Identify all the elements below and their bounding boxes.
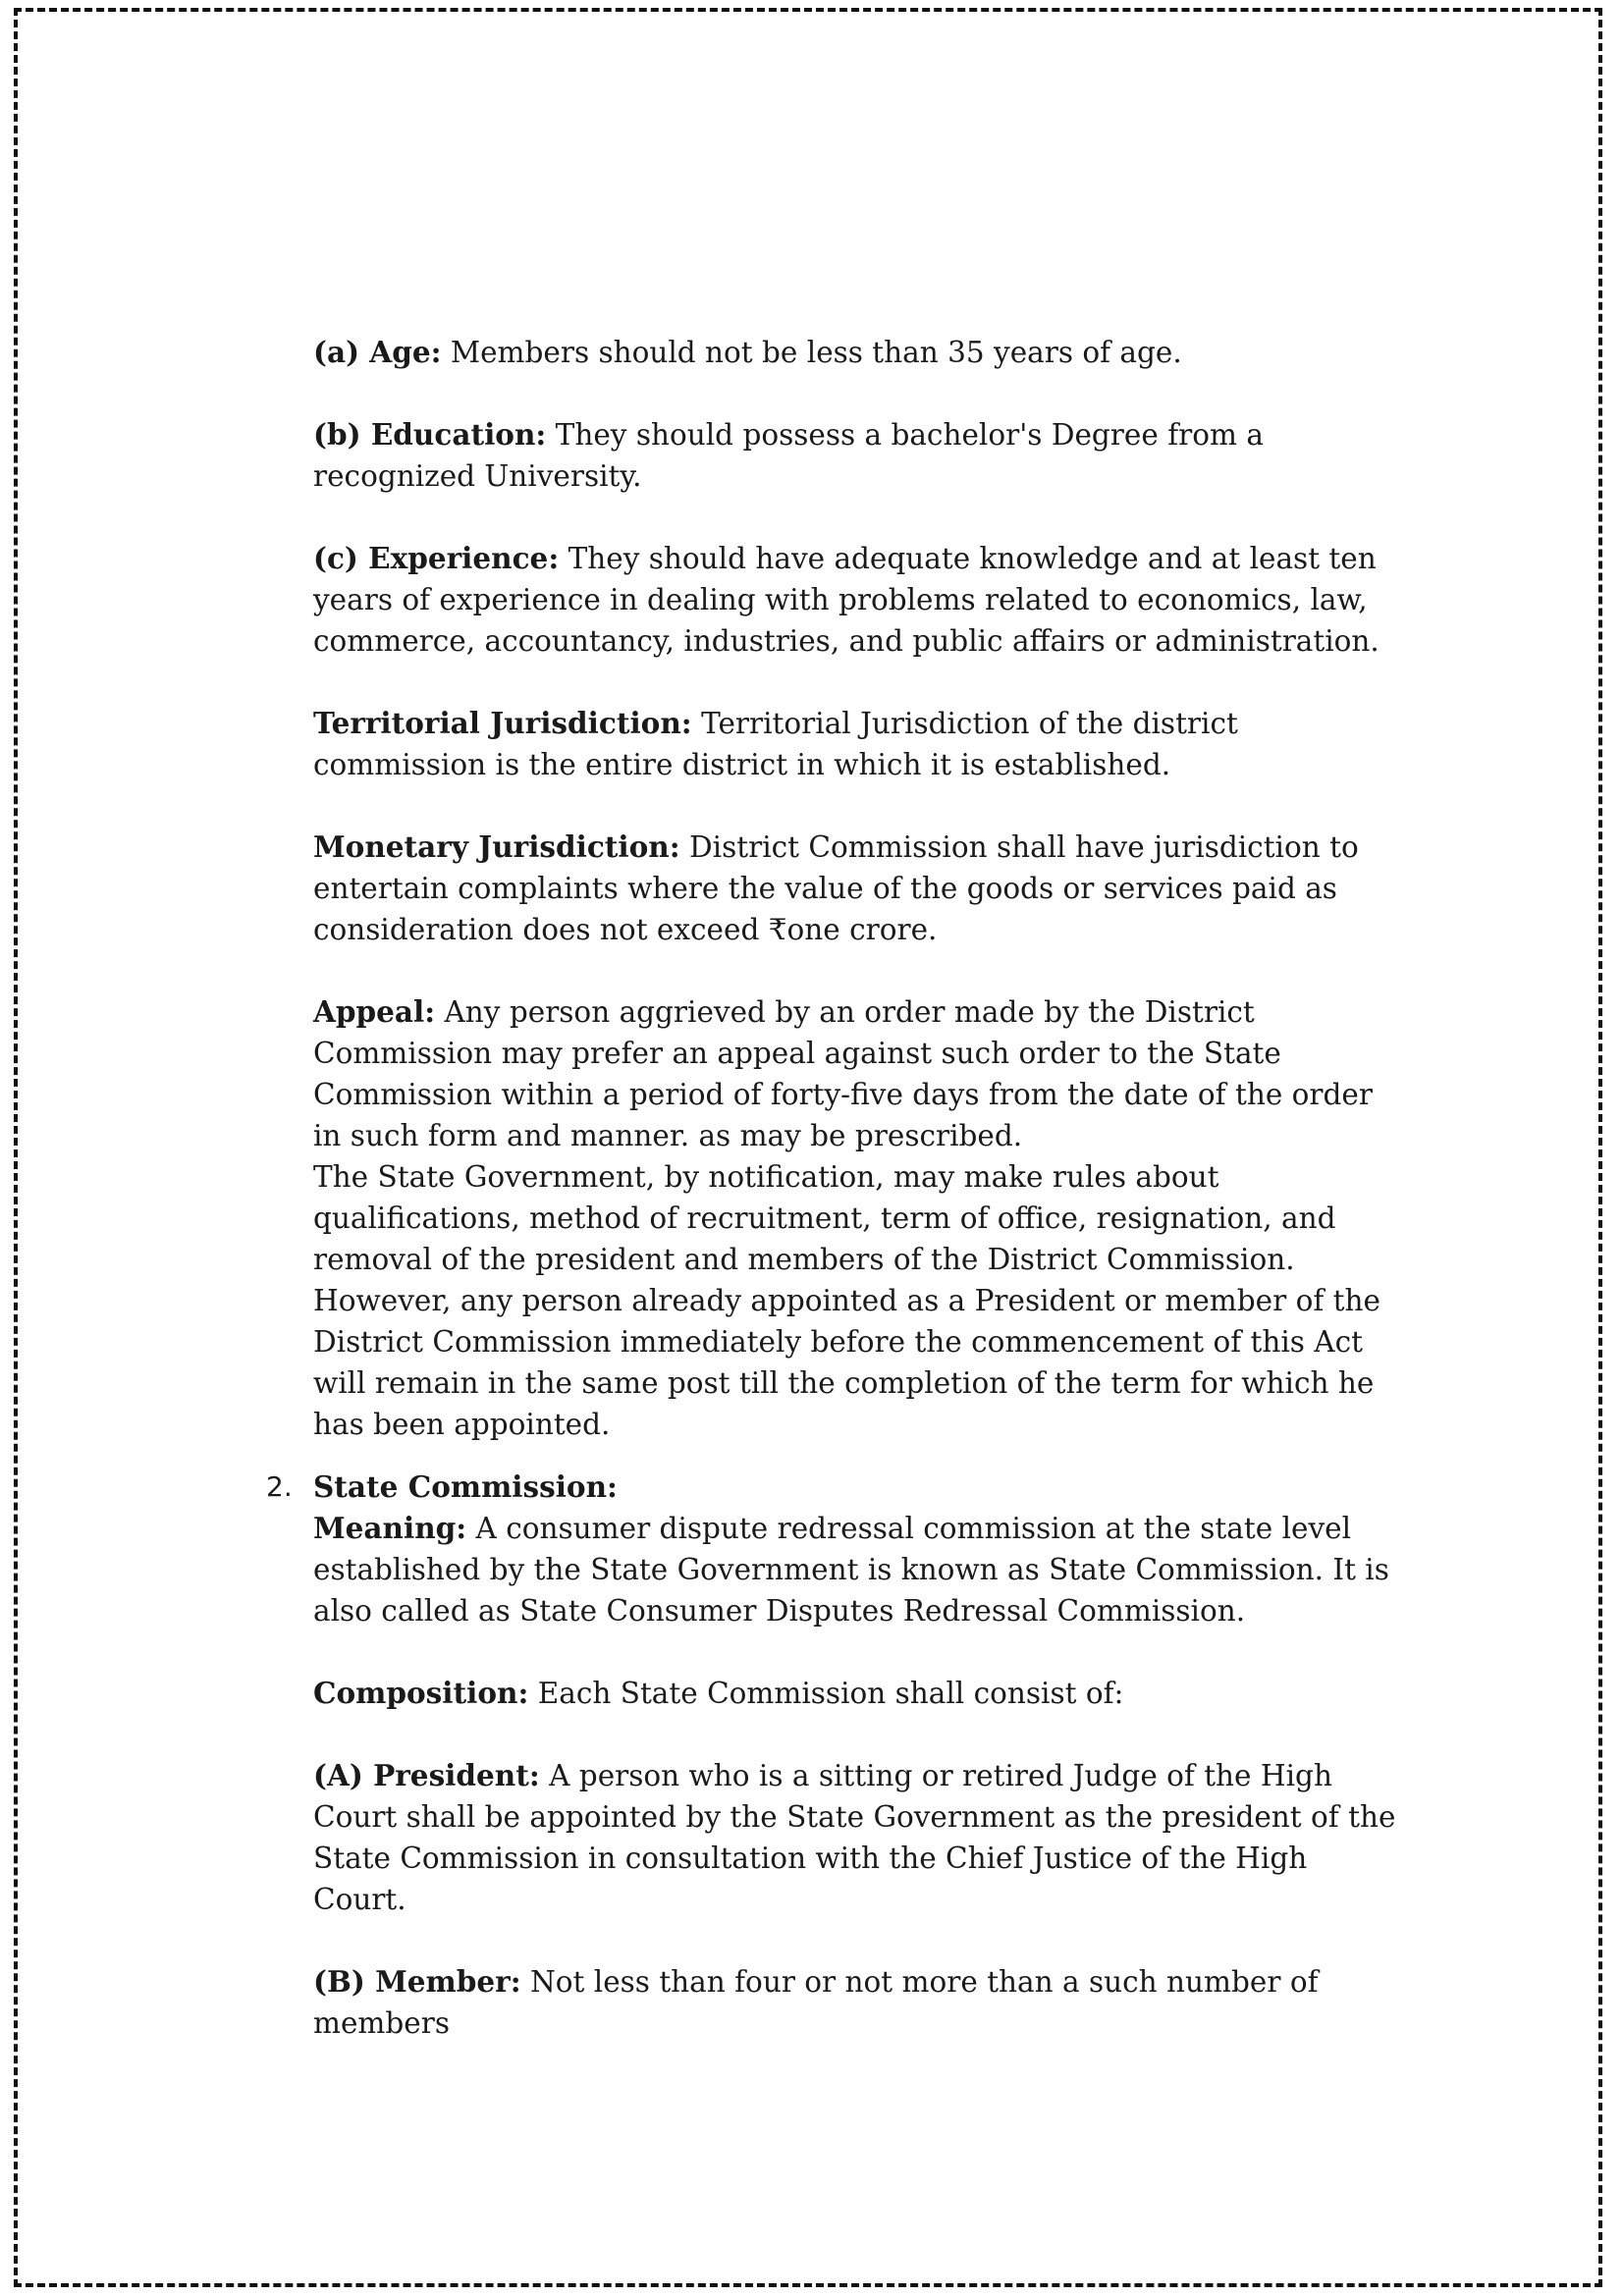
paragraph-composition — [313, 1673, 1403, 1714]
label-meaning: Meaning: — [313, 1511, 467, 1545]
text-education: They should possess a bachelor's Degree from a recognized University. — [313, 418, 1264, 493]
label-composition: Composition: — [313, 1676, 529, 1710]
text-meaning: A consumer dispute redressal commission at the state level established by the State Government is known as State Commission. It is also called as State Consumer Disputes Redressal Commission. — [313, 1512, 1389, 1628]
label-territorial-jurisdiction: Territorial Jurisdiction: — [313, 706, 692, 740]
label-age: (a) Age: — [313, 335, 442, 369]
paragraph-president — [313, 1755, 1403, 1920]
paragraph-member — [313, 1961, 1403, 2044]
text-composition: Each State Commission shall consist of: — [528, 1677, 1124, 1710]
text-member: Not less than four or not more than a such number of members — [313, 1965, 1319, 2040]
label-experience: (c) Experience: — [313, 541, 560, 575]
text-territorial-jurisdiction: Territorial Jurisdiction of the district commission is the entire district in which it is established. — [313, 707, 1238, 781]
paragraph-appeal — [313, 991, 1403, 1156]
paragraph-territorial-jurisdiction — [313, 703, 1403, 785]
text-age: Members should not be less than 35 years of age. — [441, 336, 1182, 369]
list-item-state-commission — [266, 1467, 1403, 2044]
label-monetary-jurisdiction: Monetary Jurisdiction: — [313, 829, 680, 864]
heading-state-commission: State Commission: — [313, 1469, 618, 1504]
document-body — [266, 332, 1403, 2044]
label-appeal: Appeal: — [313, 994, 436, 1029]
text-appeal: Any person aggrieved by an order made by the District Commission may prefer an appeal against such order to the State Commission within a period of forty-five days from the date of the order in such form and manner. as may be prescribed. — [313, 995, 1373, 1152]
label-member: (B) Member: — [313, 1964, 521, 1999]
paragraph-monetary-jurisdiction — [313, 827, 1403, 950]
text-monetary-jurisdiction: District Commission shall have jurisdiction to entertain complaints where the value of the goods or services paid as consideration does not exceed ₹one crore. — [313, 830, 1359, 946]
paragraph-state-government-rules: The State Government, by notification, may make rules about qualifications, method of recruitment, term of office, resignation, and removal of the president and members of the District Commission. However, any person already appointed as a President or member of the District Commission immediately before the commencement of this Act will remain in the same post till the completion of the term for which he has been appointed. — [313, 1160, 1380, 1441]
text-president: A person who is a sitting or retired Judge of the High Court shall be appointed by the State Government as the president of the State Commission in consultation with the Chief Justice of the High Court. — [313, 1759, 1396, 1916]
paragraph-education — [313, 414, 1403, 497]
paragraph-age — [313, 332, 1403, 373]
label-education: (b) Education: — [313, 417, 547, 452]
paragraph-experience — [313, 538, 1403, 662]
label-president: (A) President: — [313, 1758, 540, 1792]
text-experience: They should have adequate knowledge and at least ten years of experience in dealing with problems related to economics, law, commerce, accountancy, industries, and public affairs or administration. — [313, 542, 1380, 658]
list-number: 2. — [266, 1470, 293, 1503]
paragraph-meaning — [313, 1508, 1403, 1631]
